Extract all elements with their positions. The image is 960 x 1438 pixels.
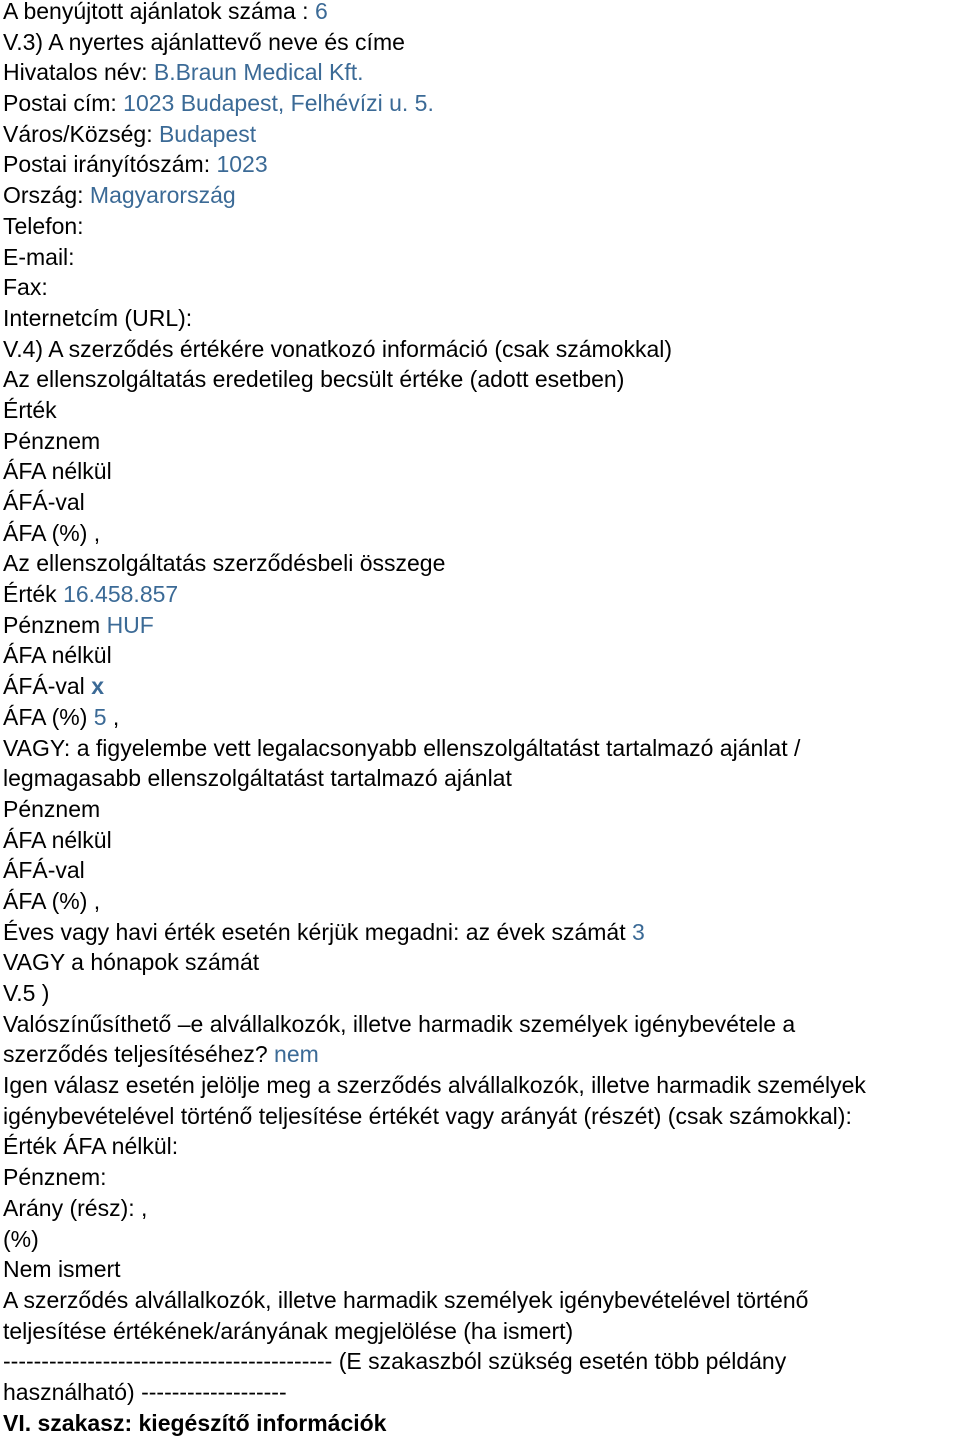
line-label: V.4) A szerződés értékére vonatkozó információ (csak számokkal) (3, 335, 672, 362)
doc-line (3, 1039, 960, 1070)
line-label: ÁFÁ-val (3, 673, 92, 700)
doc-line (3, 671, 960, 702)
line-label: Pénznem (3, 795, 101, 822)
line-label: Fax: (3, 274, 48, 301)
line-label: Pénznem: (3, 1164, 107, 1191)
line-label: szerződés teljesítéséhez? (3, 1041, 275, 1068)
line-value: B.Braun Medical Kft. (153, 59, 364, 86)
line-label: Nem ismert (3, 1256, 121, 1283)
line-value: 1023 Budapest, Felhévízi u. 5. (123, 90, 434, 117)
line-label: Az ellenszolgáltatás szerződésbeli összege (3, 550, 446, 577)
line-label: ÁFA (%) , (3, 519, 101, 546)
line-value: nem (274, 1041, 319, 1068)
doc-line (3, 825, 960, 856)
doc-line (3, 0, 960, 27)
line-label: Arány (rész): , (3, 1194, 148, 1221)
doc-line (3, 1070, 960, 1101)
line-label: V.3) A nyertes ajánlattevő neve és címe (3, 28, 405, 55)
doc-line (3, 1101, 960, 1132)
line-label: (%) (3, 1225, 39, 1252)
line-mark: x (91, 673, 104, 700)
line-label: Érték (3, 581, 64, 608)
line-label: A szerződés alvállalkozók, illetve harmadik személyek igénybevételével történő (3, 1286, 809, 1313)
doc-line (3, 57, 960, 88)
line-label: Pénznem (3, 611, 107, 638)
line-label: VAGY a hónapok számát (3, 949, 260, 976)
doc-line (3, 610, 960, 641)
line-label: Éves vagy havi érték esetén kérjük megadni: az évek számát (3, 918, 632, 945)
doc-line (3, 702, 960, 733)
line-value: 16.458.857 (63, 581, 179, 608)
line-label: ÁFÁ-val (3, 489, 85, 515)
line-label: Érték ÁFA nélkül: (3, 1133, 179, 1160)
doc-line (3, 794, 960, 825)
line-label: VAGY: a figyelembe vett legalacsonyabb ellenszolgáltatást tartalmazó ajánlat / (3, 734, 801, 761)
line-label: ------------------------------------------- (E szakaszból szükség esetén több példány (3, 1348, 787, 1375)
doc-line (3, 303, 960, 334)
line-value: Magyarország (89, 182, 236, 209)
line-label: igénybevételével történő teljesítése értékét vagy arányát (részét) (csak számokkal): (3, 1102, 852, 1129)
doc-line (3, 947, 960, 978)
line-value: 1023 (216, 151, 268, 178)
doc-line (3, 272, 960, 303)
line-label: Pénznem (3, 427, 101, 454)
doc-line (3, 917, 960, 948)
doc-line (3, 242, 960, 273)
line-label: Postai cím: (3, 90, 124, 117)
doc-line (3, 978, 960, 1009)
line-suffix: , (106, 703, 120, 730)
doc-line (3, 426, 960, 457)
doc-line (3, 364, 960, 395)
doc-line (3, 1377, 960, 1408)
doc-line (3, 88, 960, 119)
line-label: Az ellenszolgáltatás eredetileg becsült értéke (adott esetben) (3, 366, 625, 393)
doc-line (3, 149, 960, 180)
line-label: ÁFA nélkül (3, 642, 112, 669)
doc-line (3, 180, 960, 211)
doc-line (3, 1162, 960, 1193)
line-label: ÁFÁ-val (3, 857, 85, 884)
line-label: Város/Község: (3, 120, 159, 147)
line-label: Telefon: (3, 212, 84, 239)
doc-line (3, 334, 960, 365)
line-label: ÁFA nélkül (3, 826, 112, 853)
line-label: Valószínűsíthető –e alvállalkozók, illetve harmadik személyek igénybevétele a (3, 1010, 796, 1037)
line-label: Érték (3, 396, 57, 423)
doc-line (3, 1285, 960, 1316)
doc-line (3, 640, 960, 671)
doc-line (3, 487, 960, 518)
doc-line (3, 211, 960, 242)
doc-line (3, 733, 960, 764)
line-label: Internetcím (URL): (3, 304, 193, 331)
line-label: Hivatalos név: (3, 59, 154, 86)
line-label: Igen válasz esetén jelölje meg a szerződés alvállalkozók, illetve harmadik személyek (3, 1072, 866, 1099)
line-label: ÁFA nélkül (3, 458, 112, 485)
doc-line (3, 1131, 960, 1162)
doc-line (3, 1224, 960, 1255)
section-heading (3, 1408, 960, 1438)
doc-line (3, 763, 960, 794)
line-label: teljesítése értékének/arányának megjelölése (ha ismert) (3, 1317, 574, 1344)
line-value: Budapest (158, 120, 257, 147)
line-label: Postai irányítószám: (3, 151, 217, 178)
doc-line (3, 886, 960, 917)
doc-line (3, 548, 960, 579)
doc-line (3, 1254, 960, 1285)
doc-line (3, 579, 960, 610)
doc-line (3, 518, 960, 549)
doc-line (3, 1009, 960, 1040)
line-label: Ország: (3, 182, 90, 209)
line-value: 5 (93, 703, 107, 730)
doc-line (3, 855, 960, 886)
doc-line (3, 1193, 960, 1224)
doc-line (3, 1316, 960, 1347)
line-value: HUF (106, 611, 154, 638)
line-label: ÁFA (%) (3, 703, 94, 730)
doc-line (3, 1346, 960, 1377)
line-value: 3 (631, 918, 645, 945)
line-label: használható) ------------------- (3, 1378, 287, 1405)
line-label: A benyújtott ajánlatok száma : (3, 0, 315, 24)
section-heading-text: VI. szakasz: kiegészítő információk (3, 1409, 387, 1436)
doc-line (3, 119, 960, 150)
line-label: E-mail: (3, 243, 75, 270)
line-label: legmagasabb ellenszolgáltatást tartalmazó ajánlat (3, 765, 512, 792)
line-label: ÁFA (%) , (3, 887, 101, 914)
line-label: V.5 ) (3, 980, 50, 1006)
doc-line (3, 395, 960, 426)
line-value: 6 (314, 0, 328, 24)
doc-line (3, 27, 960, 58)
doc-line (3, 456, 960, 487)
